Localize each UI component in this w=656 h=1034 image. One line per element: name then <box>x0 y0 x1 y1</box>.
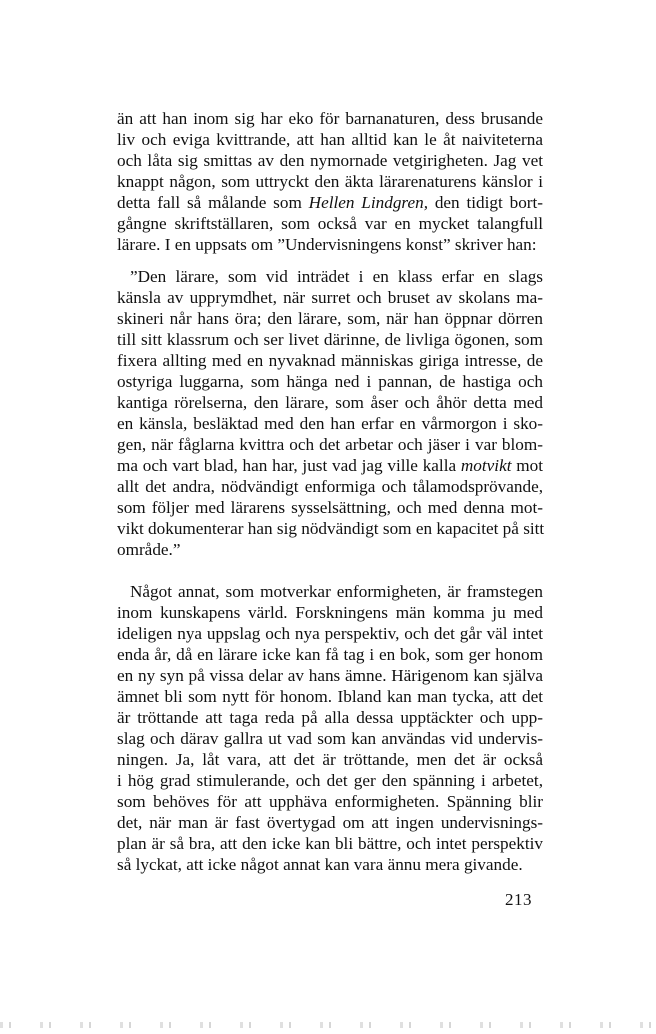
text-line: och låta sig smittas av den nymornade vetgirigheten. Jag vet <box>117 151 543 170</box>
text-line: ostyriga luggarna, som hänga ned i pannan, de hastiga och <box>117 372 543 391</box>
text-line: det, när man är fast övertygad om att ingen undervisnings- <box>117 813 543 832</box>
text-line: en ny syn på vissa delar av hans ämne. Härigenom kan själva <box>117 666 543 685</box>
text-line: än att han inom sig har eko för barnanaturen, dess brusande <box>117 109 543 128</box>
text-line: liv och eviga kvittrande, att han alltid kan le åt naiviteterna <box>117 130 543 149</box>
text-line: till sitt klassrum och ser livet därinne, de livliga ögonen, som <box>117 330 543 349</box>
text-line: kantiga rörelserna, den lärare, som åser och åhör detta med <box>117 393 543 412</box>
text-line: knappt någon, som uttryckt den äkta lärarenaturens känslor i <box>117 172 543 191</box>
text-line: ”Den lärare, som vid inträdet i en klass erfar en slags <box>130 267 543 286</box>
text-line: skineri når hans öra; den lärare, som, när han öppnar dörren <box>117 309 543 328</box>
text-line: plan är så bra, att den icke kan bli bättre, och intet perspektiv <box>117 834 543 853</box>
scan-edge <box>0 1022 656 1028</box>
text-line: inom kunskapens värld. Forskningens män komma ju med <box>117 603 543 622</box>
text-line: ideligen nya uppslag och nya perspektiv, och det går väl intet <box>117 624 543 643</box>
text-line: gen, när fåglarna kvittra och det arbetar och jäser i var blom- <box>117 435 543 454</box>
text-line: som behöves för att upphäva enformigheten. Spänning blir <box>117 792 543 811</box>
text-line: gångne skriftställaren, som också var en mycket talangfull <box>117 214 543 233</box>
text-line: som följer med lärarens sysselsättning, och med denna mot- <box>117 498 543 517</box>
page-number: 213 <box>505 890 532 909</box>
text-line: slag och därav gallra ut vad som kan användas vid undervis- <box>117 729 543 748</box>
text-line: är tröttande att taga reda på alla dessa upptäckter och upp- <box>117 708 543 727</box>
text-line: ämnet bli som nytt för honom. Ibland kan man tycka, att det <box>117 687 543 706</box>
text-line: i hög grad stimulerande, och det ger den spänning i arbetet, <box>117 771 543 790</box>
text-line: område.” <box>117 540 181 559</box>
text-line: ma och vart blad, han har, just vad jag ville kalla motvikt mot <box>117 456 543 475</box>
text-line: allt det andra, nödvändigt enformiga och tålamodsprövande, <box>117 477 543 496</box>
text-line: Något annat, som motverkar enformigheten, är framstegen <box>130 582 543 601</box>
text-line: vikt dokumenterar han sig nödvändigt som en kapacitet på sitt <box>117 519 545 538</box>
text-line: ningen. Ja, låt vara, att det är tröttande, men det är också <box>117 750 543 769</box>
text-line: fixera allting med en nyvaknad människas giriga intresse, de <box>117 351 543 370</box>
text-line: så lyckat, att icke något annat kan vara ännu mera givande. <box>117 855 523 874</box>
text-line: enda år, då en lärare icke kan få tag i en bok, som ger honom <box>117 645 543 664</box>
text-line: känsla av upprymdhet, när surret och bruset av skolans ma- <box>117 288 543 307</box>
text-line: detta fall så målande som Hellen Lindgren, den tidigt bort- <box>117 193 544 212</box>
text-line: en känsla, besläktad med den han erfar en vårmorgon i sko- <box>117 414 543 433</box>
text-line: lärare. I en uppsats om ”Undervisningens konst” skriver han: <box>117 235 537 254</box>
